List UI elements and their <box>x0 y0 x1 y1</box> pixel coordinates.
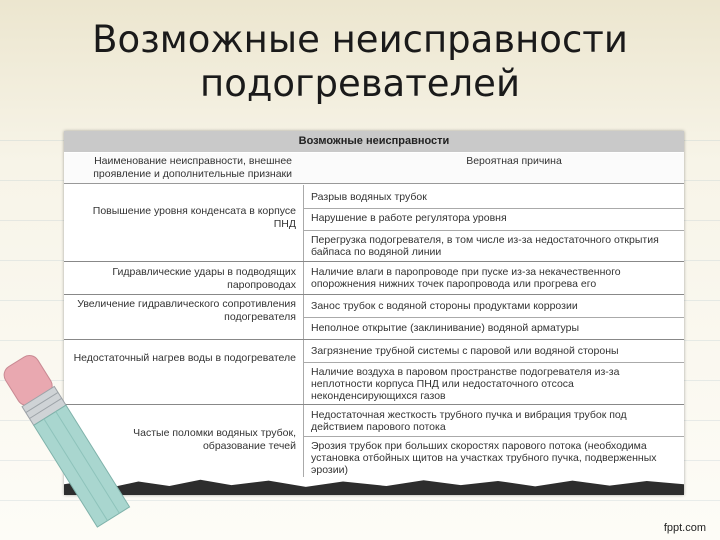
torn-edge <box>64 477 684 495</box>
fault-symptom: Недостаточный нагрев воды в подогревателе <box>73 352 296 364</box>
fault-group <box>64 405 684 477</box>
fault-cause: Наличие воздуха в паровом пространстве подогревателя из-за неплотности корпуса ПНД или недостаточного отсоса неконденсирующихся газов <box>311 366 620 402</box>
cause-divider <box>304 317 684 318</box>
fault-cause: Эрозия трубок при больших скоростях парового потока (необходима установка отбойных щитов на участках трубного пучка, подверженных эрозии) <box>311 440 657 476</box>
cause-divider <box>304 436 684 437</box>
fault-cause: Наличие влаги в паропроводе при пуске из-за некачественного опорожнения нижних точек паропровода или прогрева его <box>311 266 621 290</box>
cause-divider <box>304 208 684 209</box>
fault-group <box>64 340 684 405</box>
column-header-cause: Вероятная причина <box>466 155 562 167</box>
cause-divider <box>304 362 684 363</box>
fault-cause: Разрыв водяных трубок <box>311 191 427 203</box>
pencil-icon <box>2 350 142 540</box>
fault-cause: Неполное открытие (заклинивание) водяной арматуры <box>311 322 580 334</box>
column-divider <box>303 185 304 261</box>
fault-symptom: Частые поломки водяных трубок, образование течей <box>133 427 296 452</box>
column-header-fault: Наименование неисправности, внешнее проявление и дополнительные признаки <box>93 155 292 180</box>
fault-cause: Загрязнение трубной системы с паровой или водяной стороны <box>311 345 619 357</box>
fault-cause: Недостаточная жесткость трубного пучка и вибрация трубок под действием парового потока <box>311 409 627 433</box>
brand-watermark: fppt.com <box>663 522 706 534</box>
column-divider <box>303 340 304 404</box>
fault-symptom: Гидравлические удары в подводящих паропроводах <box>112 266 296 291</box>
table-heading: Возможные неисправности <box>64 131 684 152</box>
fault-symptom: Повышение уровня конденсата в корпусе ПНД <box>92 205 296 230</box>
cause-divider <box>304 230 684 231</box>
fault-cause: Перегрузка подогревателя, в том числе из-за недостаточного открытия байпаса по водяной линии <box>311 234 659 258</box>
column-divider <box>303 405 304 477</box>
fault-group <box>64 295 684 340</box>
table-header-row <box>64 153 684 184</box>
fault-group <box>64 185 684 262</box>
column-divider <box>303 262 304 294</box>
faults-table-image <box>64 131 684 495</box>
fault-group <box>64 262 684 295</box>
fault-cause: Нарушение в работе регулятора уровня <box>311 212 507 224</box>
fault-symptom: Увеличение гидравлического сопротивления подогревателя <box>77 298 296 323</box>
slide-title-line1: Возможные неисправности <box>92 18 628 61</box>
slide-title-line2: подогревателей <box>200 62 520 105</box>
slide-title <box>60 18 660 106</box>
fault-cause: Занос трубок с водяной стороны продуктами коррозии <box>311 300 578 312</box>
